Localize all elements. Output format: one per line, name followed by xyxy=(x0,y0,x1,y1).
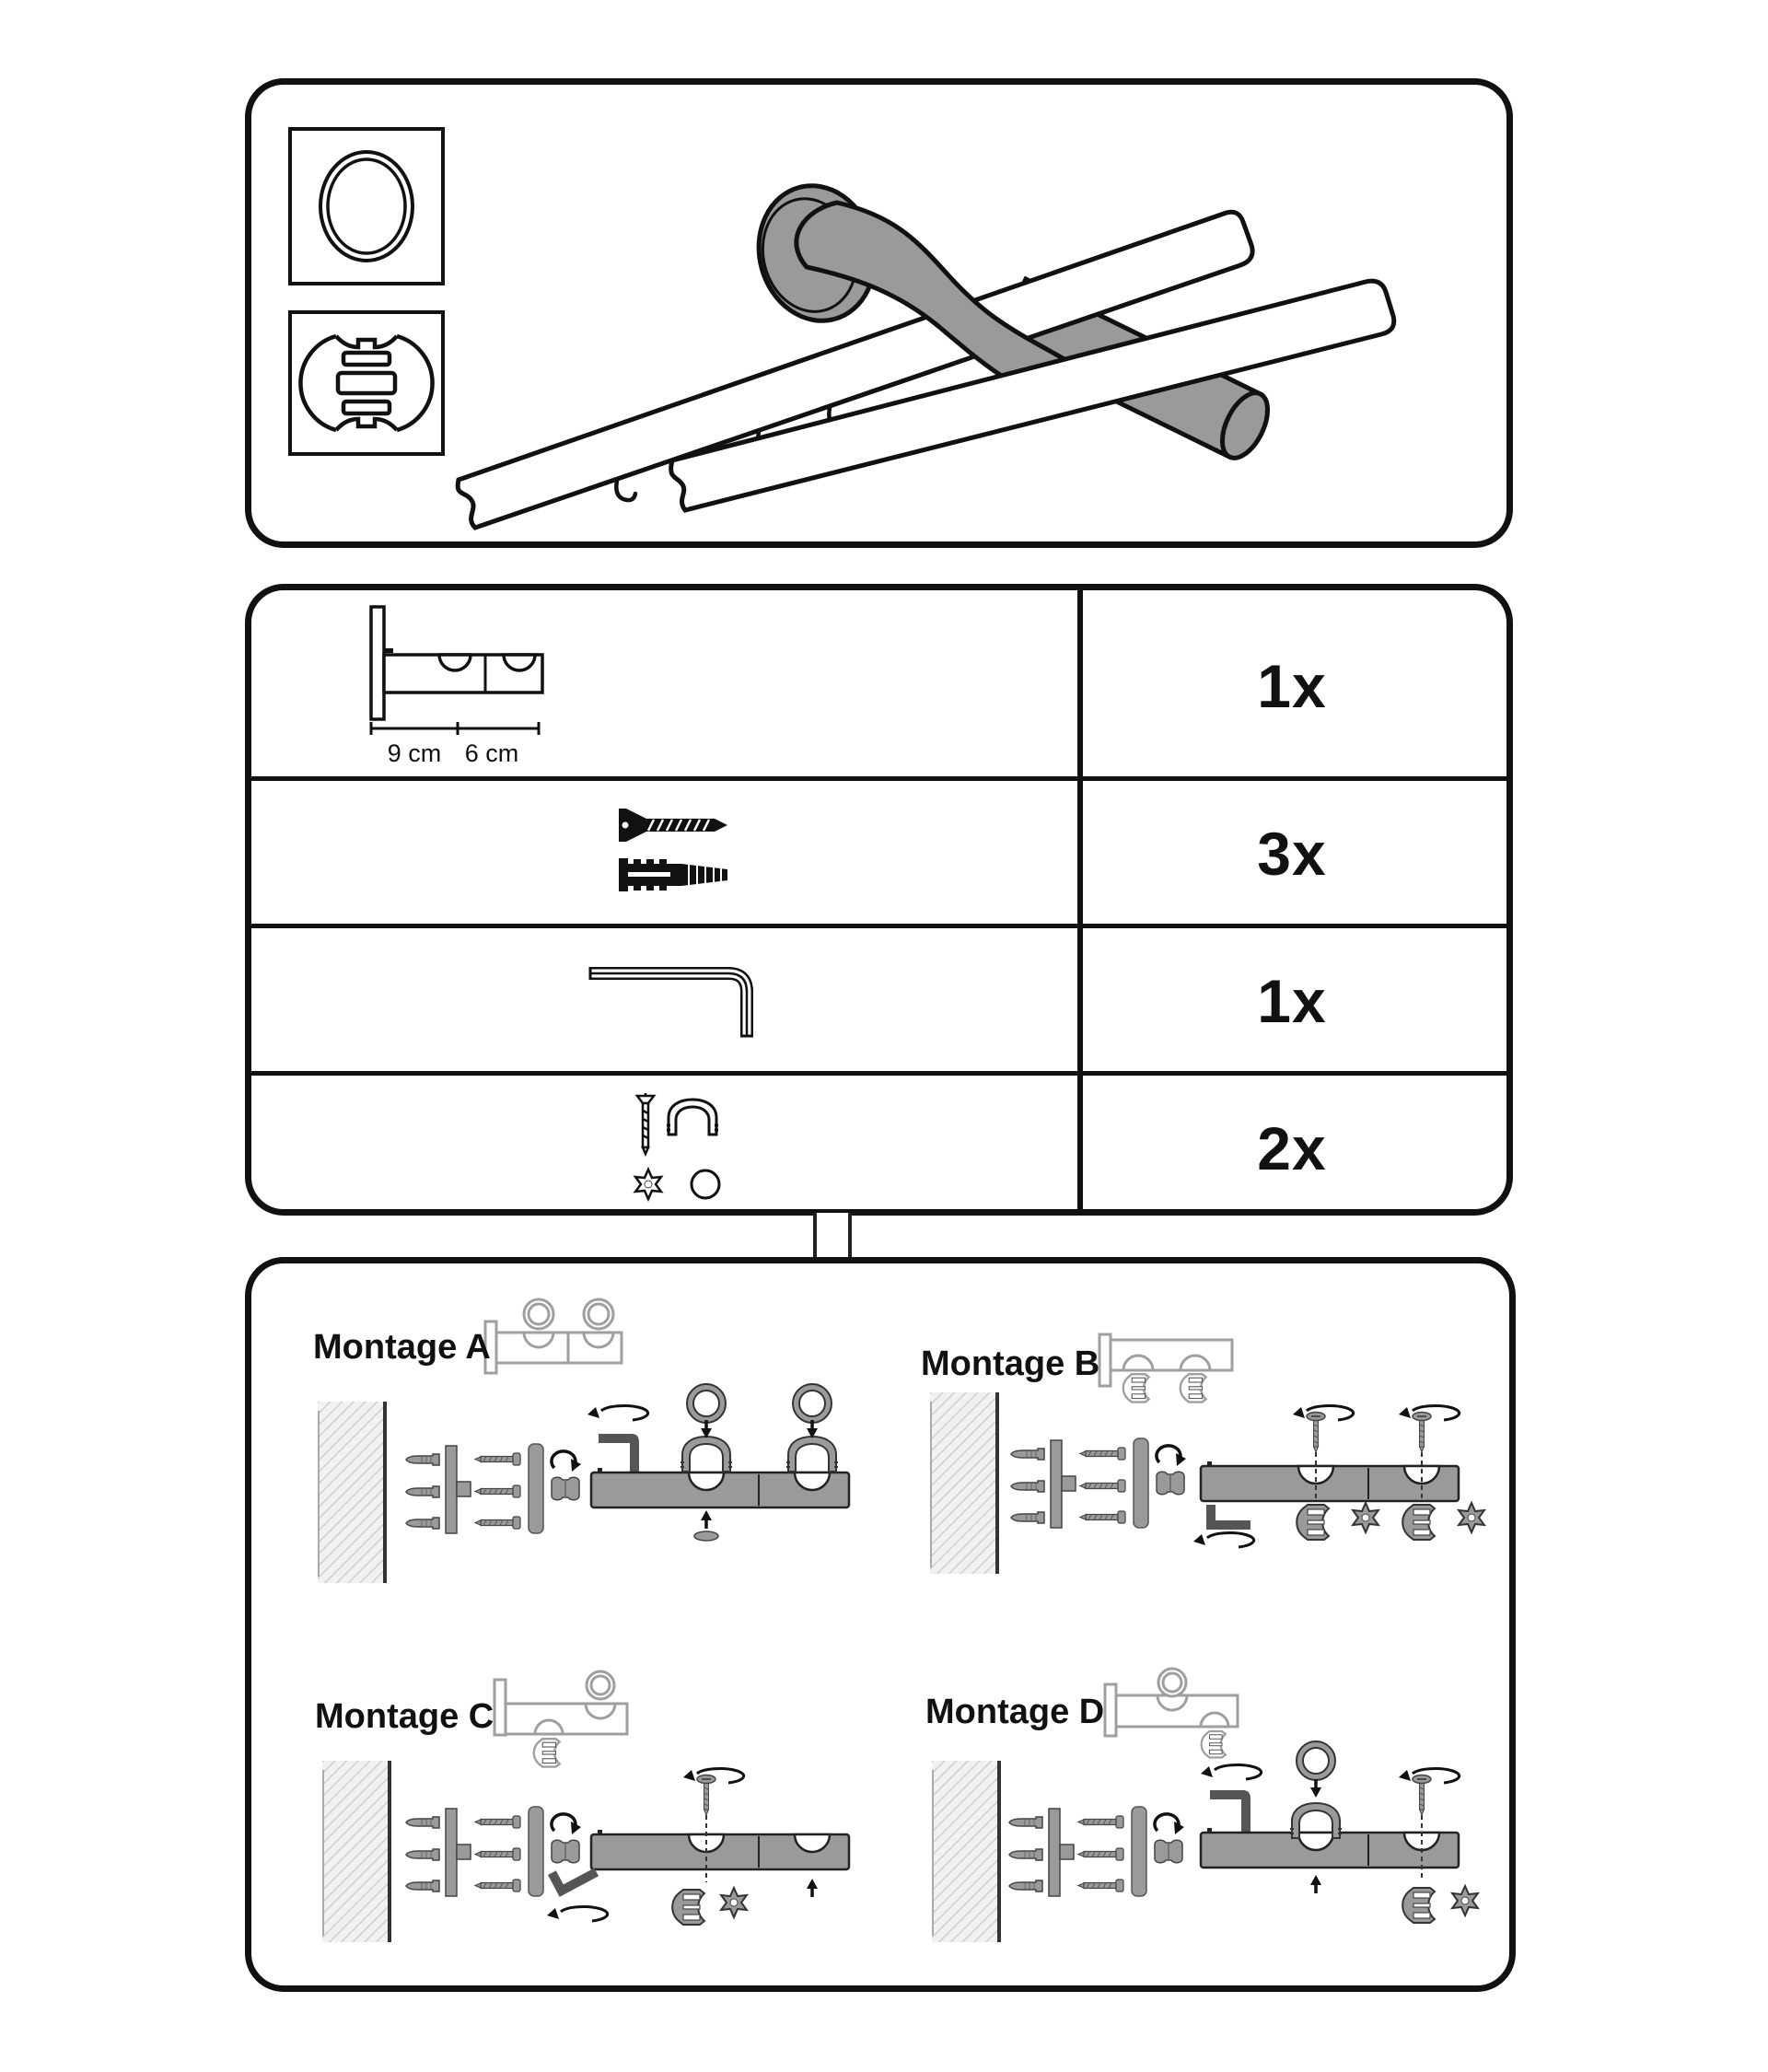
montage-diagrams xyxy=(251,1263,1509,1985)
montage-c-diagram xyxy=(322,1761,849,1942)
parts-table-row-divider xyxy=(251,776,1506,781)
panel-connector xyxy=(813,1213,852,1261)
qty-clamp-set: 2x xyxy=(1257,1114,1327,1182)
clamp-set-drawing xyxy=(624,1092,753,1212)
round-rod-profile-box xyxy=(288,127,445,285)
montage-d-diagram xyxy=(932,1741,1478,1942)
montage-d-icon xyxy=(1105,1669,1238,1758)
screw-drawing xyxy=(619,809,727,842)
montage-b-label: Montage B xyxy=(921,1344,1100,1383)
double-bracket-drawing xyxy=(362,599,574,738)
parts-table-row-divider xyxy=(251,1071,1506,1076)
small-screw-drawing xyxy=(637,1093,654,1154)
dimension-line xyxy=(371,722,539,735)
montage-panel xyxy=(245,1257,1516,1992)
montage-a-label: Montage A xyxy=(313,1328,491,1367)
wall-plug-drawing xyxy=(619,858,727,891)
montage-b-icon xyxy=(1099,1334,1232,1403)
parts-table-row-divider xyxy=(251,924,1506,928)
round-rod-profile-icon xyxy=(292,131,441,282)
parts-list-panel xyxy=(245,584,1513,1216)
allen-key-drawing xyxy=(583,959,781,1046)
qty-allen-key: 1x xyxy=(1257,967,1327,1035)
dimension-label-9cm: 9 cm xyxy=(387,739,442,767)
montage-c-label: Montage C xyxy=(315,1697,494,1736)
screw-and-plug-drawing xyxy=(615,805,744,908)
star-nut-drawing xyxy=(635,1170,661,1199)
clamp-drawing xyxy=(667,1100,718,1135)
montage-d-label: Montage D xyxy=(925,1693,1105,1731)
montage-a-icon xyxy=(485,1299,622,1373)
qty-bracket: 1x xyxy=(1257,652,1327,720)
overview-panel xyxy=(245,78,1513,548)
montage-a-diagram xyxy=(318,1384,849,1583)
montage-c-icon xyxy=(494,1671,627,1767)
montage-b-diagram xyxy=(930,1392,1484,1574)
washer-drawing xyxy=(692,1170,719,1198)
qty-screws: 3x xyxy=(1257,820,1327,888)
dimension-label-6cm: 6 cm xyxy=(464,739,519,767)
inner-track-profile-icon xyxy=(292,314,441,452)
inner-track-profile-box xyxy=(288,310,445,456)
